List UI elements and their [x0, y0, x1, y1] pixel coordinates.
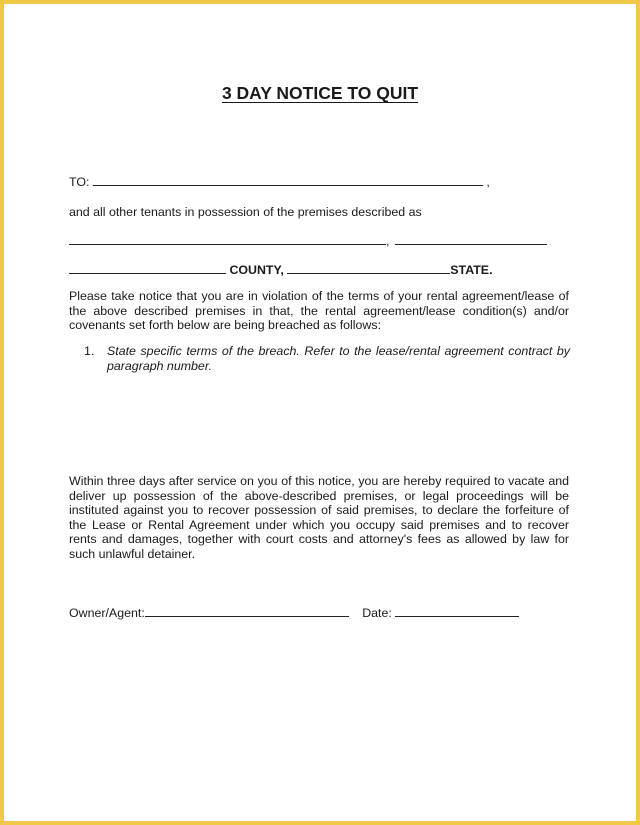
- to-line: [69, 174, 490, 189]
- address-blank-field[interactable]: [69, 233, 386, 245]
- county-label: COUNTY,: [229, 263, 284, 277]
- to-suffix: ,: [486, 175, 490, 189]
- to-label: TO:: [69, 175, 90, 189]
- list-item-number: 1.: [84, 344, 95, 358]
- date-label: Date:: [362, 606, 392, 620]
- owner-blank-field[interactable]: [145, 605, 349, 617]
- county-state-line: [69, 262, 493, 277]
- document-page: [4, 4, 636, 821]
- title-text: 3 DAY NOTICE TO QUIT: [221, 83, 419, 103]
- address-line: [69, 233, 547, 248]
- page-title: [4, 83, 636, 104]
- county-blank-field[interactable]: [69, 262, 226, 274]
- city-blank-field[interactable]: [395, 233, 547, 245]
- to-blank-field[interactable]: [93, 174, 483, 186]
- demand-paragraph: Within three days after service on you of this notice, you are hereby required to vacate and deliver up possession of the above-described premises, or legal proceedings will be instituted against you to recover possession of said premises, to declare the forfeiture of the Lease or Rental Agreement under which you occupy said premises and to recover rents and damages, together with court costs and attorney's fees as allowed by law for such unlawful detainer.: [69, 474, 569, 561]
- list-item-text: State specific terms of the breach. Refer to the lease/rental agreement contract by paragraph number.: [107, 344, 570, 373]
- address-comma: ,: [386, 234, 390, 248]
- list-item: [84, 344, 570, 373]
- state-blank-field[interactable]: [287, 262, 450, 274]
- date-blank-field[interactable]: [395, 605, 519, 617]
- owner-label: Owner/Agent:: [69, 606, 145, 620]
- tenants-line: and all other tenants in possession of the premises described as: [69, 205, 422, 219]
- state-label: STATE.: [450, 263, 493, 277]
- notice-paragraph: Please take notice that you are in violation of the terms of your rental agreement/lease of the above described premises in that, the rental agreement/lease condition(s) and/or covenants set forth below are being breached as follows:: [69, 289, 569, 333]
- signature-line: [69, 605, 519, 620]
